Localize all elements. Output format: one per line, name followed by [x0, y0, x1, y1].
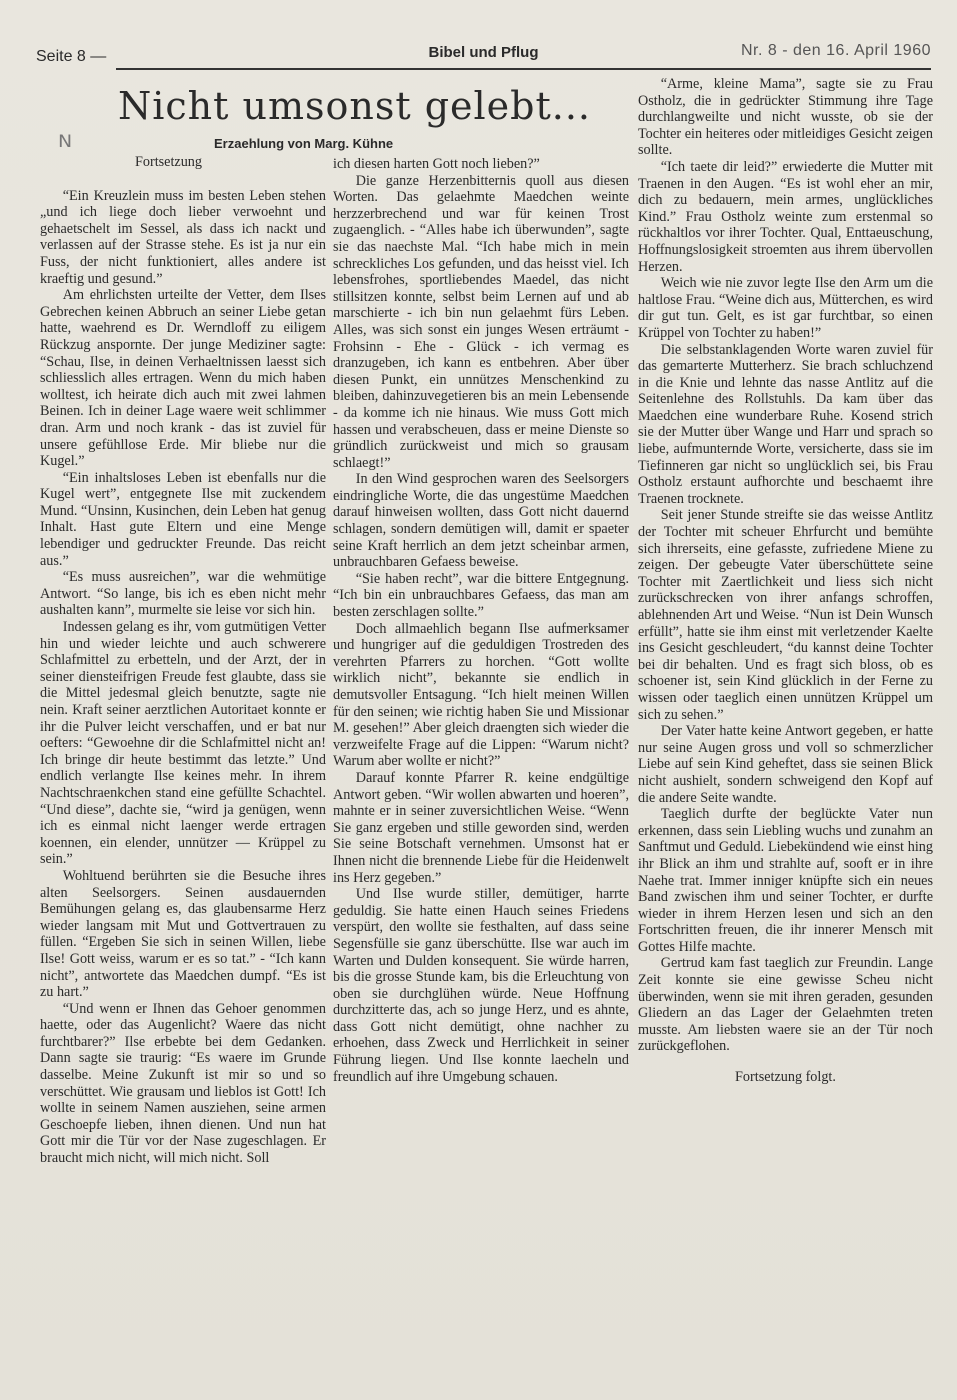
paragraph: “Sie haben recht”, war die bittere Entgegnung. “Ich bin ein unbrauchbares Gefaess, das man am besten zerschlagen sollte.” [333, 570, 629, 621]
article-byline: Erzaehlung von Marg. Kühne [214, 136, 394, 151]
paragraph: “Arme, kleine Mama”, sagte sie zu Frau Ostholz, die in gedrückter Stimmung ihre Tage durchlangweilte und nicht wusste, ob sie der Tochter ein heiteres oder mitleidiges Gesicht zeigen sollte. [638, 76, 933, 159]
paragraph: ich diesen harten Gott noch lieben?” [333, 156, 540, 172]
issue-date: Nr. 8 - den 16. April 1960 [741, 42, 931, 59]
paragraph: Weich wie nie zuvor legte Ilse den Arm um die haltlose Frau. “Weine dich aus, Mütterchen, es wird dir gut tun. Gelt, es ist gar furchtbar, so einen Krüppel von Tochter zu haben!” [638, 275, 933, 341]
paragraph: Wohltuend berührten sie die Besuche ihres alten Seelsorgers. Seinen ausdauernden Bemühungen gelang es, das glaubensarme Herz wieder langsam mit Mut und Gottvertrauen zu füllen. “Ergeben Sie sich in seinen Willen, liebe Ilse! Gott weiss, warum er es so tat.” - “Ich kann nicht”, antwortete das Maedchen dumpf. “Es ist zu hart.” [40, 867, 326, 1001]
column-2 [333, 156, 629, 1085]
handwritten-mark: ᴺ [58, 130, 73, 165]
follow-up-note: Fortsetzung folgt. [735, 1069, 836, 1086]
column-1 [40, 154, 326, 1167]
publication-title: Bibel und Pflug [428, 44, 539, 61]
paragraph: In den Wind gesprochen waren des Seelsorgers eindringliche Worte, die das ungestüme Maedchen darauf hinweisen wollten, dass Gott nicht dauernd schlagen, sondern demütigen will, damit er spaeter seine Kraft herrlich an dem jetzt scheinbar armen, unbrauchbaren Gefaess beweise. [333, 471, 629, 571]
paragraph: Der Vater hatte keine Antwort gegeben, er hatte nur seine Augen gross und voll so schmerzlicher Liebe auf sein Kind geheftet, dass sie seinen Blick nicht aushielt, sondern schweigend den Kopf auf die andere Seite wandte. [638, 723, 933, 806]
page-number: Seite 8 — [36, 48, 107, 65]
paragraph: Taeglich durfte der beglückte Vater nun erkennen, dass sein Liebling wuchs und zunahm an Sanftmut und Geduld. Liebekündend wie einst hing ihr Blick an ihm und strahlte auf, sooft er in ihre Naehe trat. Immer inniger knüpfte sich ein neues Band zwischen ihm und seiner Tochter, er durfte wieder in ihrem Herzen lesen und sich an den Fortschritten freuen, die ihr innerer Mensch mit Gottes Hilfe machte. [638, 806, 933, 955]
column-3 [638, 76, 933, 1086]
paragraph: “Es muss ausreichen”, war die wehmütige Antwort. “So lange, bis ich es eben nicht mehr aushalten kann”, murmelte sie leise vor sich hin. [40, 569, 326, 619]
paragraph: Die selbstanklagenden Worte waren zuviel für das gemarterte Mutterherz. Sie brach schluchzend in die Knie und lehnte das nasse Antlitz auf die Seitenlehne des Rollstuhls. Da kam über das Maedchen eine wunderbare Ruhe. Kosend strich sie der Mutter über Wange und Harr und sprach so liebe, aufmunternde Worte, versicherte, dass sie im Tiefinneren gar nicht so unglücklich sei, bis Frau Ostholz erstaunt aufhorchte und beschaemt ihre Traenen trocknete. [638, 341, 933, 507]
paragraph: Die ganze Herzenbitternis quoll aus diesen Worten. Das gelaehmte Maedchen weinte herzzerbrechend und war für keinen Trost zugaenglich. - “Alles habe ich überwunden”, sagte sie das naechste Mal. “Ich habe mich in mein schreckliches Los gefunden, und das heisst viel. Ich lebensfrohes, sportliebendes Maedel, das nicht stillsitzen konnte, selbst beim Lernen auf und ab marschierte - ich bin nun gelaehmt fürs Leben. Alles, was sich sonst ein junges Wesen erträumt - Frohsinn - Ehe - Glück - ich vermag es dranzugeben, ich kann es entbehren. Aber über diesen Punkt, ein unnützes Menschenkind zu bleiben, dahinzuvegetieren bis an mein Lebensende - da komme ich nie hinaus. Wie muss Gott mich hassen und verabscheuen, dass er meine Dienste so gründlich zurückweist und mich so grausam schlaegt!” [333, 172, 629, 471]
header-rule [116, 68, 931, 70]
page-header [36, 40, 931, 70]
paragraph: “Und wenn er Ihnen das Gehoer genommen haette, oder das Augenlicht? Waere das nicht furchtbarer?” Ilse erbebte bei dem Gedanken. Dann sagte sie traurig: “Es waere im Grunde dasselbe. Meine Zukunft ist mir so und so verschüttet. Wie grausam und lieblos ist Gott! Ich wollte in seinem Namen ausziehen, seine armen Geschoepfe lieben, ihnen dienen. Und nun hat Gott mir die Tür vor der Nase zugeschlagen. Er braucht mich nicht, will mich nicht. Soll [40, 1000, 326, 1167]
continuation-label: Fortsetzung [135, 154, 202, 170]
paragraph: Gertrud kam fast taeglich zur Freundin. Lange Zeit konnte sie eine gewisse Scheu nicht überwinden, wenn sie mit ihren geraden, gesunden Gliedern an das Lager der Gelaehmten treten musste. Am liebsten waere sie an der Tür noch zurückgeflohen. [638, 955, 933, 1055]
paragraph: Seit jener Stunde streifte sie das weisse Antlitz der Tochter mit scheuer Ehrfurcht und bemühte sich ihrerseits, eine gefasste, zufriedene Miene zu zeigen. Der gebeugte Vater überschüttete seine Tochter mit Zaertlichkeit und liess sich nicht zurückschrecken von ihrer anfangs schroffen, ablehnenden Art und Weise. “Nun ist Dein Wunsch erfüllt”, hatte sie ihm einst mit verletzender Kaelte ins Gesicht geschleudert, “du kannst deine Tochter bei dir behalten. Und es fragt sich bloss, ob es schoener ist, sein Kind glücklich in der Ferne zu wissen oder taeglich einen unnützen Krüppel um sich zu sehen.” [638, 507, 933, 723]
paragraph: Am ehrlichsten urteilte der Vetter, dem Ilses Gebrechen keinen Abbruch an seiner Liebe getan hatte, waehrend es Dr. Werndloff zu eiligem Rückzug anspornte. Der junge Mediziner sagte: “Schau, Ilse, in deinen Verhaeltnissen laesst sich schliesslich alles ertragen. Wenn du mich haben wolltest, ich heirate dich auch mit zwei lahmen Beinen. Ich in deiner Lage waere weit schlimmer dran. Arm und noch krank - das ist zuviel für unsere gefühllose Erde. Mir bliebe nur die Kugel.” [40, 287, 326, 470]
paragraph: Darauf konnte Pfarrer R. keine endgültige Antwort geben. “Wir wollen abwarten und hoeren”, mahnte er in seiner zuversichtlichen Weise. “Wenn Sie ganz ergeben und stille geworden sind, werden Sie seine Botschaft vernehmen. Umsonst hat er Ihnen nicht die brennende Liebe für die Heidenwelt ins Herz gegeben.” [333, 769, 629, 886]
article-title: Nicht umsonst gelebt... [118, 84, 592, 128]
paragraph: Und Ilse wurde stiller, demütiger, harrte geduldig. Sie hatte einen Hauch seines Friedens verspürt, den wollte sie festhalten, auf dass seine Segensfülle sie ganz überschütte. Ilse war auch im Warten und Dulden konsequent. Sie würde harren, bis die grosse Stunde kam, bis die Erleuchtung von oben sie durchglühen würde. Neue Hoffnung durchzitterte das, ach so junge Herz, und es ahnte, dass Gott nicht demütigt, ohne nachher zu erhoehen, dass Zweck und Herrlichkeit in seiner Führung liegen. Und Ilse konnte laecheln und freundlich auf ihre Umgebung schauen. [333, 886, 629, 1085]
paragraph: “Ein inhaltsloses Leben ist ebenfalls nur die Kugel wert”, entgegnete Ilse mit zuckendem Mund. “Unsinn, Kusinchen, dein Leben hat genug Inhalt. Hast gute Eltern und eine Menge lebendiger und gedruckter Freunde. Das reicht aus.” [40, 469, 326, 569]
paragraph: “Ein Kreuzlein muss im besten Leben stehen „und ich liege doch lieber verwoehnt und gehaetschelt im Sessel, als dass ich nackt und verlassen auf der Strasse stehe. Es ist ja nur ein Fuss, der nicht funktioniert, alles andere ist kraeftig und gesund.” [40, 187, 326, 287]
paragraph: Doch allmaehlich begann Ilse aufmerksamer und hungriger auf die geduldigen Trostreden des verehrten Pfarrers zu horchen. “Gott wollte wirklich nicht”, bekannte sie endlich in demutsvoller Entsagung. “Ich hielt meinen Willen für den seinen; wie richtig haben Sie und Missionar M. gesehen!” Aber gleich draengten sich wieder die verzweifelte Frage auf die Lippen: “Warum nicht? Warum aber wollte er nicht?” [333, 620, 629, 770]
paragraph: Indessen gelang es ihr, vom gutmütigen Vetter hin und wieder leichte und auch schwerere Schlafmittel zu erbetteln, und der Arzt, der in seiner diensteifrigen Freude fest glaubte, dass sie die Mittel jedesmal gleich benutzte, sagte nie nein. Kraft seiner aerztlichen Autoritaet konnte er ihr die Pulver leicht verschaffen, und er bat nur oefters: “Gewoehne dir die Schlafmittel nicht an! Ich bringe dir heute bestimmt das letzte.” Und endlich verlangte Ilse keines mehr. In ihrem Nachtschraenkchen stand eine gefüllte Schachtel. “Und diese”, dachte sie, “wird ja genügen, wenn ich es einmal nicht laenger werde ertragen koennen, ein elender, unnützer — Krüppel zu sein.” [40, 619, 326, 868]
paragraph: “Ich taete dir leid?” erwiederte die Mutter mit Traenen in den Augen. “Es ist wohl eher an mir, dich zu bedauern, mein armes, unglückliches Kind.” Frau Ostholz weinte zum erstenmal so rückhaltlos vor ihrer Tochter. Qual, Enttaeuschung, Hoffnungslosigkeit stroemten aus ihrem übervollen Herzen. [638, 158, 933, 275]
